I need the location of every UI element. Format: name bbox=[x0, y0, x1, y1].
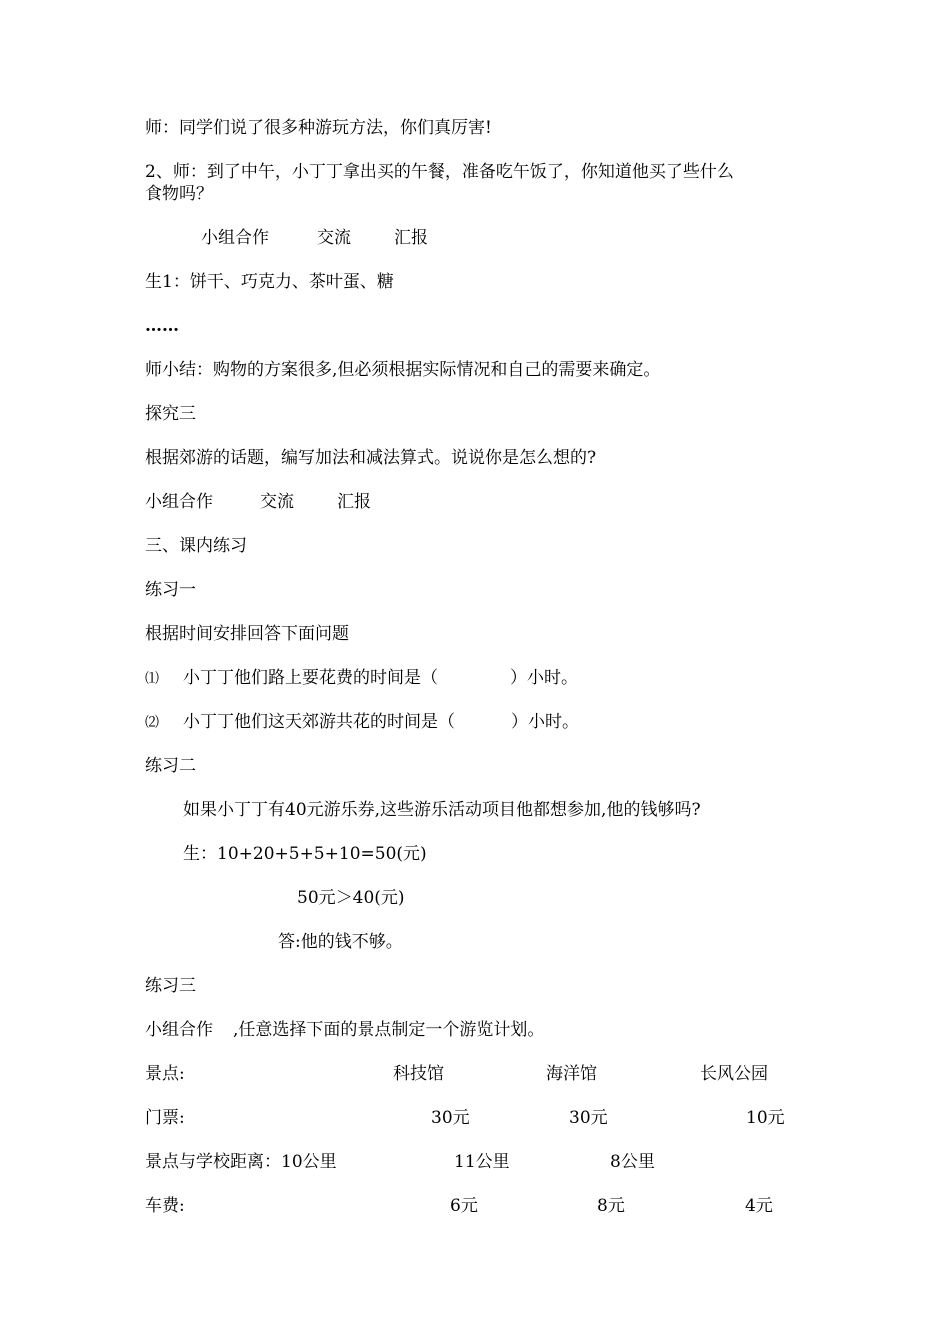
teacher-question-line1: 2、师：到了中午，小丁丁拿出买的午餐，准备吃午饭了，你知道他买了些什么 bbox=[145, 162, 734, 182]
question-text: 小丁丁他们这天郊游共花的时间是（ bbox=[183, 712, 455, 732]
fare-row-label: 车费: bbox=[145, 1196, 185, 1216]
student-answer-1: 生1：饼干、巧克力、茶叶蛋、糖 bbox=[145, 272, 394, 292]
exercise-one-heading: 练习一 bbox=[145, 580, 196, 600]
distance-ocean-aquarium: 11公里 bbox=[454, 1152, 510, 1172]
exercise-three-task bbox=[145, 1019, 544, 1041]
question-text: 小丁丁他们路上要花费的时间是（ bbox=[183, 668, 438, 688]
question-1 bbox=[145, 667, 578, 690]
question-number: ⑵ bbox=[145, 715, 159, 731]
group-work-label-2: 小组合作 bbox=[145, 492, 213, 512]
spots-row-label: 景点: bbox=[145, 1064, 185, 1084]
distance-changfeng-park: 8公里 bbox=[610, 1152, 655, 1172]
ticket-row-label: 门票: bbox=[145, 1108, 185, 1128]
plan-instruction: ,任意选择下面的景点制定一个游览计划。 bbox=[233, 1020, 545, 1040]
group-work-text: 小组合作 bbox=[145, 1020, 213, 1040]
fare-changfeng-park: 4元 bbox=[745, 1196, 773, 1216]
spot-changfeng-park: 长风公园 bbox=[700, 1064, 768, 1084]
exchange-label-2: 交流 bbox=[260, 492, 294, 512]
teacher-praise: 师：同学们说了很多种游玩方法，你们真厉害! bbox=[145, 118, 492, 138]
ticket-changfeng-park: 10元 bbox=[746, 1108, 785, 1128]
answer-statement: 答:他的钱不够。 bbox=[278, 932, 403, 952]
exercise-one-task: 根据时间安排回答下面问题 bbox=[145, 624, 349, 644]
fare-ocean-aquarium: 8元 bbox=[597, 1196, 625, 1216]
group-work-label: 小组合作 bbox=[201, 228, 269, 248]
explore-three-task: 根据郊游的话题，编写加法和减法算式。说说你是怎么想的? bbox=[145, 448, 597, 468]
question-unit: ）小时。 bbox=[510, 668, 578, 688]
student-calculation: 生：10+20+5+5+10=50(元) bbox=[183, 844, 427, 864]
teacher-summary: 师小结：购物的方案很多,但必须根据实际情况和自己的需要来确定。 bbox=[145, 360, 661, 380]
question-2 bbox=[145, 711, 579, 734]
teacher-question-line2: 食物吗？ bbox=[145, 184, 213, 204]
distance-row-label: 景点与学校距离：10公里 bbox=[145, 1152, 337, 1172]
exchange-label: 交流 bbox=[317, 228, 351, 248]
explore-three-heading: 探究三 bbox=[145, 404, 196, 424]
ticket-ocean-aquarium: 30元 bbox=[569, 1108, 608, 1128]
ellipsis: …… bbox=[145, 316, 179, 336]
spot-science-museum: 科技馆 bbox=[393, 1064, 444, 1084]
exercise-three-heading: 练习三 bbox=[145, 976, 196, 996]
ticket-science-museum: 30元 bbox=[431, 1108, 470, 1128]
report-label-2: 汇报 bbox=[337, 492, 371, 512]
exercise-two-task: 如果小丁丁有40元游乐券,这些游乐活动项目他都想参加,他的钱够吗? bbox=[183, 800, 701, 820]
fare-science-museum: 6元 bbox=[450, 1196, 478, 1216]
question-unit: ）小时。 bbox=[511, 712, 579, 732]
exercise-two-heading: 练习二 bbox=[145, 756, 196, 776]
section-heading-exercises: 三、课内练习 bbox=[145, 536, 247, 556]
report-label: 汇报 bbox=[394, 228, 428, 248]
question-number: ⑴ bbox=[145, 671, 159, 687]
comparison: 50元＞40(元) bbox=[297, 888, 405, 908]
spot-ocean-aquarium: 海洋馆 bbox=[546, 1064, 597, 1084]
